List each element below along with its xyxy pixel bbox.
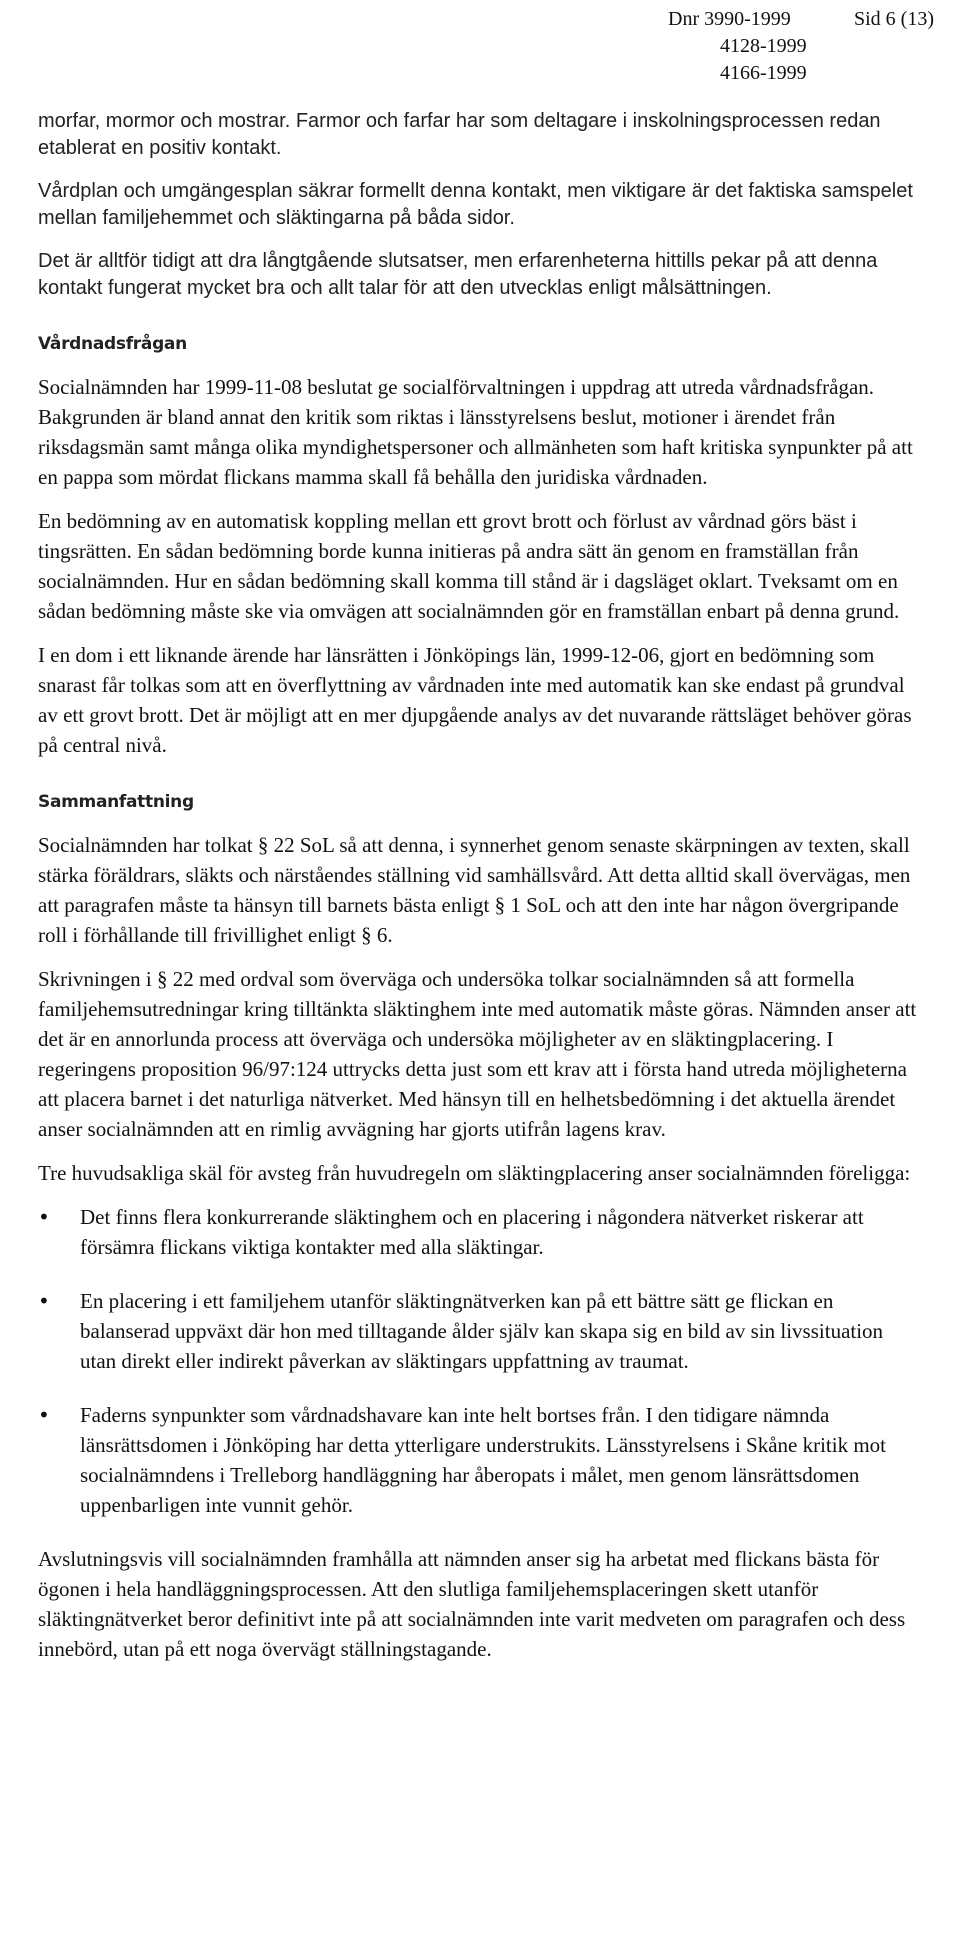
list-item: • Faderns synpunkter som vårdnadshavare kan inte helt bortses från. I den tidigare nämnda länsrättsdomen i Jönköping har detta ytterligare understrukits. Länsstyrelsens i Skåne kritik mot socialnämndens i Trelleborg handläggning har åberopats i målet, men genom länsrättsdomen uppenbarligen inte vunnit gehör. <box>38 1400 918 1520</box>
vardnad-paragraph-2: En bedömning av en automatisk koppling mellan ett grovt brott och förlust av vårdnad görs bäst i tingsrätten. En sådan bedömning borde kunna initieras på andra sätt än genom en framställan från socialnämnden. Hur en sådan bedömning skall komma till stånd är i dagsläget oklart. Tveksamt om en sådan bedömning måste ske via omvägen att socialnämnden gör en framställan enbart på denna grund. <box>38 509 900 623</box>
sammanfattning-paragraph-1: Socialnämnden har tolkat § 22 SoL så att denna, i synnerhet genom senaste skärpningen av texten, skall stärka föräldrars, släkts och närståendes ställning vid samhällsvård. Att detta alltid skall övervägas, men att paragrafen måste ta hänsyn till barnets bästa enligt § 1 SoL och att den inte har någon övergripande roll i förhållande till frivillighet enligt § 6. <box>38 833 911 947</box>
page-number: Sid 6 (13) <box>854 8 934 30</box>
list-item: • Det finns flera konkurrerande släktinghem och en placering i någondera nätverket riskerar att försämra flickans viktiga kontakter med alla släktingar. <box>38 1202 918 1262</box>
intro-paragraph-2: Vårdplan och umgängesplan säkrar formellt denna kontakt, men viktigare är det faktiska samspelet mellan familjehemmet och släktingarna på båda sidor. <box>38 180 913 229</box>
vardnad-paragraph-1: Socialnämnden har 1999-11-08 beslutat ge socialförvaltningen i uppdrag att utreda vårdnadsfrågan. Bakgrunden är bland annat den kritik som riktas i länsstyrelsens beslut, motioner i ärendet från riksdagsmän samt många olika myndighetspersoner och allmänheten som haft kritiska synpunkter på att en pappa som mördat flickans mamma skall få behålla den juridiska vårdnaden. <box>38 375 913 489</box>
case-number-3: 4166-1999 <box>720 62 807 84</box>
case-numbers <box>668 6 828 87</box>
intro-paragraph-3: Det är alltför tidigt att dra långtgående slutsatser, men erfarenheterna hittills pekar på att denna kontakt fungerat mycket bra och allt talar för att den utvecklas enligt målsättningen. <box>38 250 878 299</box>
intro-paragraph-1: morfar, mormor och mostrar. Farmor och farfar har som deltagare i inskolningsprocessen redan etablerat en positiv kontakt. <box>38 110 881 159</box>
page-header <box>0 0 960 90</box>
reasons-list <box>38 1202 918 1520</box>
list-item: • En placering i ett familjehem utanför släktingnätverken kan på ett bättre sätt ge flickan en balanserad uppväxt där hon med tilltagande ålder själv kan skapa sig en bild av sin livssituation utan direkt eller indirekt påverkan av släktingars uppfattning av traumat. <box>38 1286 918 1376</box>
case-number-2: 4128-1999 <box>720 35 807 57</box>
section-heading-sammanfattning: Sammanfattning <box>38 792 194 812</box>
vardnad-paragraph-3: I en dom i ett liknande ärende har länsrätten i Jönköpings län, 1999-12-06, gjort en bedömning som snarast får tolkas som att en överflyttning av vårdnaden inte med automatik kan ske endast på grundval av ett grovt brott. Det är möjligt att en mer djupgående analys av det nuvarande rättsläget behöver göras på central nivå. <box>38 643 912 757</box>
document-body <box>38 108 918 1664</box>
sammanfattning-paragraph-2: Skrivningen i § 22 med ordval som överväga och undersöka tolkar socialnämnden så att formella familjehemsutredningar kring tilltänkta släktinghem inte med automatik måste göras. Nämnden anser att det är en annorlunda process att överväga och undersöka möjligheter av en släktingplacering. I regeringens proposition 96/97:124 uttrycks detta just som ett krav att i första hand utreda möjligheterna att placera barnet i det naturliga nätverket. Med hänsyn till en helhetsbedömning i det aktuella ärendet anser socialnämnden att en rimlig avvägning har gjorts utifrån lagens krav. <box>38 967 917 1141</box>
case-number-1: Dnr 3990-1999 <box>668 8 791 30</box>
sammanfattning-paragraph-4: Avslutningsvis vill socialnämnden framhålla att nämnden anser sig ha arbetat med flickans bästa för ögonen i hela handläggningsprocessen. Att den slutliga familjehemsplaceringen skett utanför släktingnätverket beror definitivt inte på att socialnämnden inte varit medveten om paragrafen och dess innebörd, utan på ett noga övervägt ställningstagande. <box>38 1547 906 1661</box>
sammanfattning-paragraph-3: Tre huvudsakliga skäl för avsteg från huvudregeln om släktingplacering anser socialnämnden föreligga: <box>38 1161 911 1185</box>
section-heading-vardnadsfragan: Vårdnadsfrågan <box>38 334 187 354</box>
